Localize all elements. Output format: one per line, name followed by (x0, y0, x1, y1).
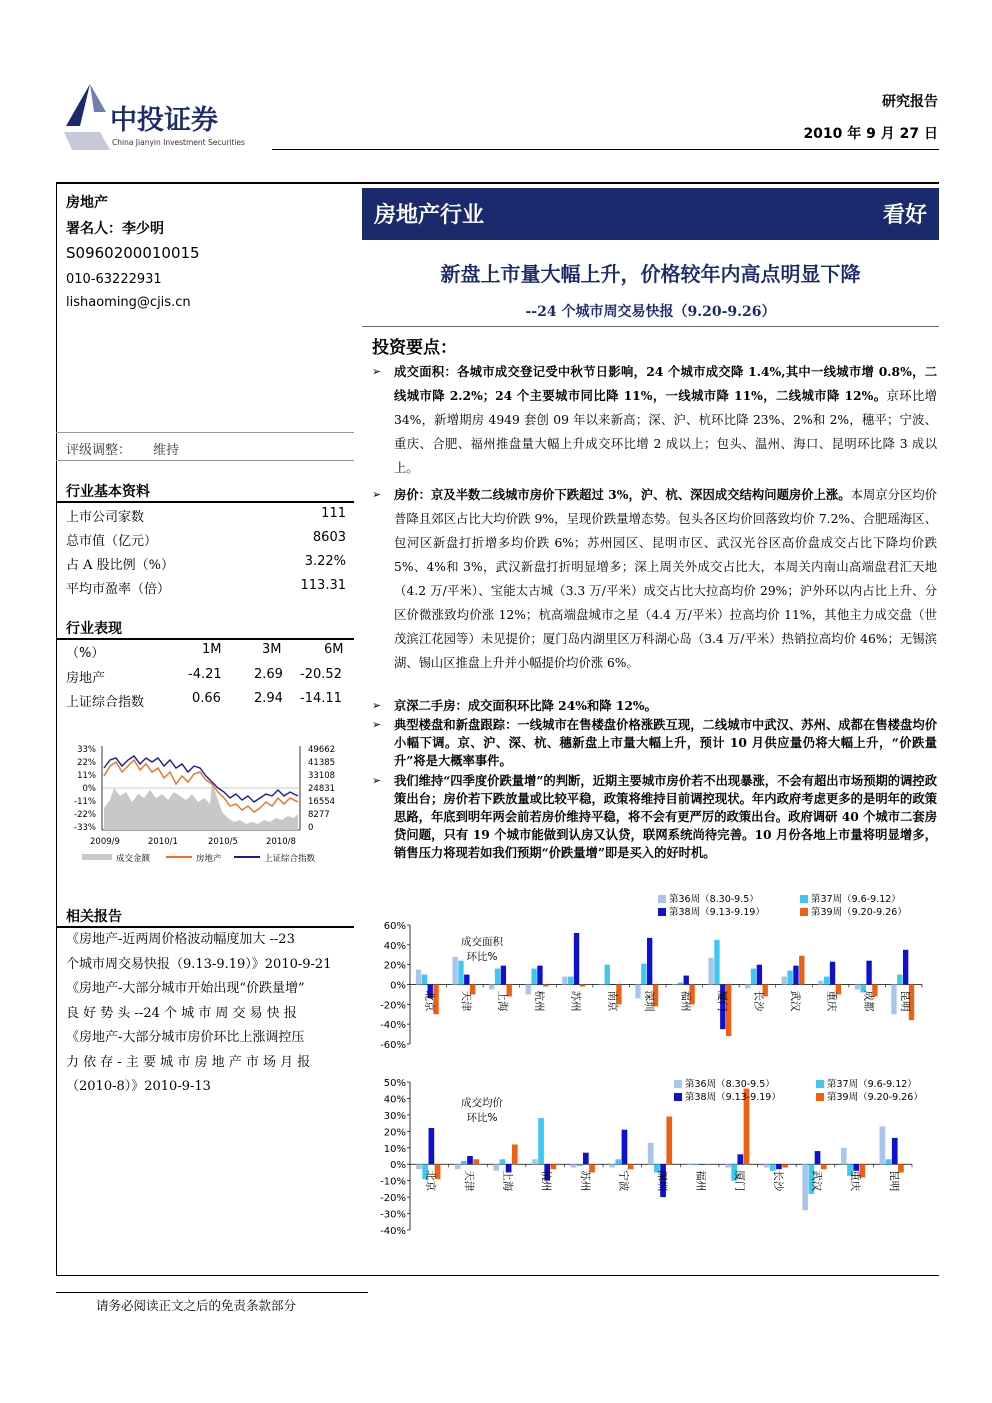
bar (531, 969, 536, 985)
bar (787, 971, 792, 985)
bar (830, 962, 835, 985)
company-logo (56, 82, 266, 152)
bar (429, 1128, 435, 1164)
info-row (66, 530, 346, 549)
perf-6m: -20.52 (300, 667, 342, 682)
x-category-label: 杭州 (540, 1170, 553, 1192)
x-category-label: 长沙 (752, 990, 765, 1012)
banner-rating: 看好 (882, 202, 927, 228)
bar (866, 961, 871, 985)
x-category-label: 南京 (606, 990, 619, 1012)
title-rule (362, 326, 939, 327)
bar (699, 1164, 705, 1165)
x-category-label: 天津 (460, 990, 473, 1012)
bar (737, 1154, 743, 1164)
bar (605, 965, 610, 985)
bar (686, 1164, 692, 1165)
bar (551, 1164, 557, 1169)
x-category-label: 成都 (862, 990, 875, 1012)
logo-en-text: China Jianyin Investment Securities (112, 138, 245, 147)
bar (648, 1143, 654, 1164)
info-label: 平均市盈率（倍） (66, 582, 171, 597)
bar (501, 966, 506, 985)
bar (622, 1130, 628, 1165)
bullet-item (372, 716, 937, 770)
bullet-item (372, 694, 937, 718)
mini-volume-area (104, 782, 298, 830)
y-tick-label: 20% (383, 1127, 406, 1139)
legend-swatch (816, 1093, 824, 1101)
perf-name: 房地产 (66, 671, 106, 686)
bullet-text: 京环比增 34%，新增期房 4949 套创 09 年以来新高；深、沪、杭环比降 23%、2%和 2%，穗平；宁波、重庆、合肥、福州推盘量大幅上升成交环比增 2 成以上；包头、温州、海口、昆明环比降 3 成以上。 (394, 389, 937, 475)
info-label: 总市值（亿元） (66, 534, 158, 549)
related-list (66, 928, 346, 1100)
x-category-label: 重庆 (849, 1170, 862, 1192)
bar (493, 1164, 499, 1171)
bar (764, 1164, 770, 1167)
legend-swatch (800, 895, 808, 903)
bar (500, 1159, 506, 1164)
bar (489, 985, 494, 990)
bar (461, 1161, 467, 1164)
x-category-label: 重庆 (825, 990, 838, 1012)
info-value: 111 (321, 506, 346, 521)
bar (799, 956, 804, 985)
y-tick-label: 40% (383, 940, 406, 952)
market-trend-chart (62, 738, 352, 868)
bullet-bold: 典型楼盘和新盘跟踪：一线城市在售楼盘价格涨跌互现，二线城市中武汉、苏州、成都在售楼盘均价小幅下调。京、沪、深、杭、穗新盘上市量大幅上升，预计 10 月供应量仍将大幅上升，“价跌量升”将是大概率事件。 (394, 717, 937, 768)
bar (580, 985, 585, 987)
chart-title-line: 环比% (466, 951, 498, 963)
bullet-text: 本周京分区均价普降且郊区占比大均价跌 9%，呈现价跌量增态势。包头各区均价回落致均价 7.2%、合肥瑶海区、包河区新盘打折增多均价跌 6%；苏州园区、昆明市区、武汉光谷区高价盘成交占比下降均价跌 5%、4%和 3%，武汉新盘打折明显增多；深上周关外成交占比大，本周关内南山高端盘君汇天地（4.2 万/平米）、宝能太古城（3.3 万/平米）成交占比大拉高均价 29%；沪外环以内占比上升、分区价微涨致均价涨 12%；杭高端盘城市之星（4.4 万/平米）拉高均价 11%，其他主力成交盘（世茂滨江花园等）未见提价；厦门岛内湖里区万科湖心岛（3.4 万/平米）热销拉高均价 46%；无锡滨湖、锡山区推盘上升并小幅提价均价涨 6%。 (394, 488, 937, 670)
related-line[interactable]: 《房地产-近两周价格波动幅度加大 --23 (66, 932, 295, 947)
bar (821, 1164, 827, 1169)
legend-swatch (674, 1080, 682, 1088)
legend-label: 第36周（8.30-9.5） (669, 894, 759, 905)
bar (891, 985, 896, 1015)
bar (416, 1164, 422, 1169)
bullet-bold: 我们维持“四季度价跌量增”的判断，近期主要城市房价若不出现暴涨，不会有超出市场预期的调控政策出台；房价若下跌放量或比较平稳，政策将维持目前调控现状。年内政府考虑更多的是明年的政策思路，年底到明年两会前若房价维持平稳，将不会有更严厉的政策出台。政府调研 40 个城市二套房贷问题，只有 19 个城市能做到认房又认贷，联网系统尚待完善。10 月份各地上市量将明显增多，销售压力将现若如我们预期“价跌量增”即是买入的好时机。 (394, 773, 937, 860)
x-category-label: 北京 (424, 1170, 437, 1192)
analyst-phone: 010-63222931 (66, 272, 162, 287)
perf-col: 1M (202, 642, 222, 657)
y-tick-label: 0% (390, 1160, 406, 1172)
mini-right-tick: 8277 (308, 810, 330, 820)
mini-x-ticks (90, 837, 296, 847)
x-category-label: 福州 (694, 1170, 707, 1192)
rating-row (66, 439, 179, 458)
bar (647, 938, 652, 985)
bar (609, 1164, 615, 1167)
bar (892, 1138, 898, 1164)
report-subtitle: --24 个城市周交易快报（9.20-9.26） (525, 304, 776, 320)
mini-x-tick: 2010/1 (148, 837, 178, 847)
bar (693, 1164, 699, 1165)
rating-label: 评级调整： (66, 443, 132, 458)
x-category-label: 深圳 (656, 1170, 669, 1192)
bullet-item (372, 360, 937, 480)
analyst-name: 署名人：李少明 (66, 221, 164, 237)
bullet-arrow-icon: ➢ (372, 699, 382, 712)
legend-label: 第39周（9.20-9.26） (811, 907, 907, 918)
bar (684, 976, 689, 985)
bar (599, 985, 604, 986)
perf-col: 6M (324, 642, 344, 657)
header-divider (272, 149, 939, 150)
bar (615, 1159, 621, 1164)
mini-right-tick: 0 (308, 823, 314, 833)
legend-volume-swatch (82, 854, 112, 860)
info-row (66, 578, 346, 597)
legend-swatch (658, 908, 666, 916)
x-category-label: 苏州 (578, 1170, 591, 1192)
banner-industry: 房地产行业 (374, 202, 485, 228)
industry-info-heading: 行业基本资料 (66, 484, 150, 500)
y-tick-label: 20% (383, 960, 406, 972)
bar (841, 1148, 847, 1164)
perf-3m: 2.94 (254, 691, 283, 706)
x-category-label: 杭州 (533, 990, 546, 1012)
bar (824, 977, 829, 985)
info-value: 3.22% (304, 554, 346, 569)
perf-name: 上证综合指数 (66, 695, 145, 710)
bar (903, 950, 908, 985)
bullet-item (372, 772, 937, 862)
legend-swatch (800, 908, 808, 916)
x-category-label: 苏州 (569, 990, 582, 1012)
x-category-label: 福州 (679, 990, 692, 1012)
y-tick-label: 60% (383, 921, 406, 932)
perf-col: 3M (262, 642, 282, 657)
x-category-label: 昆明 (898, 990, 911, 1012)
x-category-label: 武汉 (789, 990, 802, 1012)
x-category-label: 天津 (462, 1170, 475, 1192)
bar (562, 977, 567, 985)
related-line[interactable]: 良 好 势 头 --24 个 城 市 周 交 易 快 报 (66, 1005, 297, 1021)
bar (464, 975, 469, 985)
performance-heading: 行业表现 (66, 621, 122, 637)
bar (714, 940, 719, 985)
mini-x-tick: 2010/8 (266, 837, 296, 847)
bullet-arrow-icon: ➢ (372, 774, 382, 787)
mini-right-tick: 49662 (308, 745, 336, 755)
bar (751, 969, 756, 985)
bar (532, 1159, 538, 1164)
legend-swatch (674, 1093, 682, 1101)
bar (745, 985, 750, 989)
bar (543, 985, 548, 987)
bar (705, 1164, 711, 1165)
y-tick-label: -20% (380, 1000, 406, 1012)
info-row (66, 554, 346, 573)
bar (793, 966, 798, 985)
area-change-chart (362, 888, 939, 1058)
industry-banner (362, 188, 939, 240)
bar (455, 1164, 461, 1169)
info-value: 8603 (312, 530, 346, 545)
mini-left-tick: -33% (74, 823, 96, 833)
bar (641, 964, 646, 985)
bullet-arrow-icon: ➢ (372, 488, 382, 501)
info-label: 上市公司家数 (66, 510, 145, 525)
related-line[interactable]: 《房地产-大部分城市房价环比上涨调控压 (66, 1030, 305, 1045)
legend-label: 第38周（9.13-9.19） (685, 1092, 781, 1103)
info-value: 113.31 (300, 578, 346, 593)
bar (855, 985, 860, 990)
related-line[interactable]: 力 依 存 - 主 要 城 市 房 地 产 市 场 月 报 (66, 1054, 311, 1070)
bar (574, 933, 579, 985)
x-category-label: 长沙 (771, 1170, 784, 1192)
legend-label: 第36周（8.30-9.5） (685, 1079, 775, 1090)
bullet-bold: 京深二手房：成交面积环比降 24%和降 12%。 (394, 698, 657, 713)
industry-info-rule (56, 501, 354, 503)
y-tick-label: -40% (380, 1226, 406, 1237)
mini-right-tick: 24831 (308, 784, 336, 794)
bar (628, 1164, 634, 1169)
points-heading: 投资要点： (372, 338, 457, 358)
mini-left-axis (74, 745, 96, 833)
bar (512, 1144, 518, 1164)
mini-x-tick: 2009/9 (90, 837, 120, 847)
x-category-label: 上海 (496, 990, 509, 1012)
legend-label: 第37周（9.6-9.12） (827, 1079, 917, 1090)
legend-label: 第39周（9.20-9.26） (827, 1092, 923, 1103)
analyst-email: lishaoming@cjis.cn (66, 295, 191, 310)
bar (467, 1156, 473, 1164)
perf-6m: -14.11 (300, 691, 342, 706)
legend-swatch (816, 1080, 824, 1088)
x-category-label: 宁波 (617, 1170, 630, 1192)
mini-right-tick: 33108 (308, 771, 336, 781)
footer-rule-short (56, 1292, 368, 1293)
y-tick-label: 10% (383, 1143, 406, 1155)
chart-title-line: 成交面积 (461, 936, 503, 948)
bar (635, 985, 640, 999)
bar (577, 1164, 583, 1166)
top-rule (56, 182, 939, 184)
y-tick-label: -40% (380, 1020, 406, 1032)
chart-title-line: 成交均价 (461, 1097, 503, 1109)
mini-right-axis (308, 745, 335, 833)
logo-mark-icon (56, 82, 116, 152)
bar (757, 965, 762, 985)
info-label: 占 A 股比例（%） (66, 558, 175, 573)
x-category-label: 武汉 (810, 1170, 823, 1192)
bullet-arrow-icon: ➢ (372, 365, 382, 378)
left-vrule (56, 182, 57, 1275)
x-category-label: 上海 (501, 1170, 514, 1192)
x-category-label: 厦门 (733, 1170, 746, 1192)
bar (526, 985, 531, 995)
bar (708, 958, 713, 985)
x-category-label: 北京 (423, 990, 436, 1012)
bar (416, 970, 421, 985)
bar (776, 1164, 782, 1169)
disclaimer-notice: 请务必阅读正文之后的免责条款部分 (96, 1298, 297, 1313)
legend-label: 第37周（9.6-9.12） (811, 894, 901, 905)
mini-left-tick: 33% (77, 745, 96, 755)
y-tick-label: 0% (390, 980, 406, 992)
chart-title (461, 1096, 503, 1124)
mini-index-line (104, 756, 298, 802)
performance-rule (56, 638, 354, 640)
mini-x-tick: 2010/5 (208, 837, 238, 847)
y-tick-label: -30% (380, 1209, 406, 1221)
y-tick-label: -10% (380, 1176, 406, 1188)
mini-right-tick: 41385 (308, 758, 336, 768)
report-date: 2010 年 9 月 27 日 (803, 126, 938, 142)
y-tick-label: -60% (380, 1040, 406, 1051)
bar (422, 975, 427, 985)
bar (725, 1164, 731, 1167)
report-title: 新盘上市量大幅上升，价格较年内高点明显下降 (440, 262, 861, 286)
related-line[interactable]: （2010-8）》2010-9-13 (66, 1079, 211, 1094)
x-category-label: 厦门 (716, 990, 729, 1012)
bar (880, 1126, 886, 1164)
sector-label: 房地产 (66, 195, 108, 211)
rating-top-rule (56, 432, 354, 433)
mini-legend-label: 房地产 (196, 854, 222, 864)
mini-left-tick: 11% (77, 771, 96, 781)
x-category-label: 深圳 (642, 990, 655, 1012)
bar (815, 1151, 821, 1164)
bar (672, 985, 677, 986)
related-heading: 相关报告 (66, 909, 122, 925)
footer-rule-top (56, 1275, 939, 1276)
bar (666, 1117, 672, 1165)
bullet-arrow-icon: ➢ (372, 718, 382, 731)
mini-left-tick: 0% (82, 784, 96, 794)
mini-right-tick: 16554 (308, 797, 336, 807)
price-change-chart (362, 1070, 939, 1270)
mini-legend-label: 上证综合指数 (264, 854, 316, 864)
mini-legend (82, 853, 316, 864)
bar (886, 1159, 892, 1164)
bar (818, 981, 823, 985)
bar (897, 975, 902, 985)
bar (571, 1164, 577, 1167)
analyst-cert: S0960200010015 (66, 244, 200, 262)
bullet-bold: 房价：京及半数二线城市房价下跌超过 3%，沪、杭、深因成交结构问题房价上涨。 (394, 487, 851, 502)
bar (537, 966, 542, 985)
related-line[interactable]: 个城市周交易快报（9.13-9.19）》2010-9-21 (66, 956, 332, 972)
chart-title (461, 935, 503, 963)
bar (458, 961, 463, 985)
mini-legend-label: 成交金额 (116, 854, 151, 864)
perf-col: （%） (66, 646, 105, 661)
y-tick-label: 50% (383, 1078, 406, 1089)
bar (495, 969, 500, 985)
mini-left-tick: -22% (74, 810, 96, 820)
perf-1m: 0.66 (192, 691, 221, 706)
y-tick-label: 30% (383, 1110, 406, 1122)
x-category-label: 昆明 (887, 1170, 900, 1192)
perf-1m: -4.21 (188, 667, 222, 682)
report-type: 研究报告 (882, 94, 938, 110)
bar (538, 1118, 544, 1164)
mini-left-tick: -11% (74, 797, 96, 807)
bar (678, 983, 683, 985)
bar (583, 1153, 589, 1165)
related-line[interactable]: 《房地产-大部分城市开始出现“价跌量增” (66, 981, 305, 996)
rating-value: 维持 (153, 443, 180, 458)
logo-cn-text: 中投证券 (110, 105, 218, 136)
bar (610, 985, 615, 986)
rating-bottom-rule (56, 460, 354, 461)
bar (473, 1159, 479, 1164)
legend-swatch (658, 895, 666, 903)
y-tick-label: -20% (380, 1193, 406, 1205)
info-row (66, 506, 346, 525)
legend-label: 第38周（9.13-9.19） (669, 907, 765, 918)
bar (782, 1164, 788, 1167)
bullet-item (372, 483, 937, 675)
bar (782, 977, 787, 985)
bullet-bold: 成交面积：各城市成交登记受中秋节日影响，24 个城市成交降 1.4%,其中一线城市增 0.8%，二线城市降 2.2%；24 个主要城市同比降 11%，一线城市降 11%，二线城市降 12%。 (394, 364, 937, 403)
bar (802, 1164, 808, 1210)
y-tick-label: 40% (383, 1094, 406, 1106)
bar (568, 977, 573, 985)
bar (452, 957, 457, 985)
mini-left-tick: 22% (77, 758, 96, 768)
perf-3m: 2.69 (254, 667, 283, 682)
chart-title-line: 环比% (466, 1112, 498, 1124)
